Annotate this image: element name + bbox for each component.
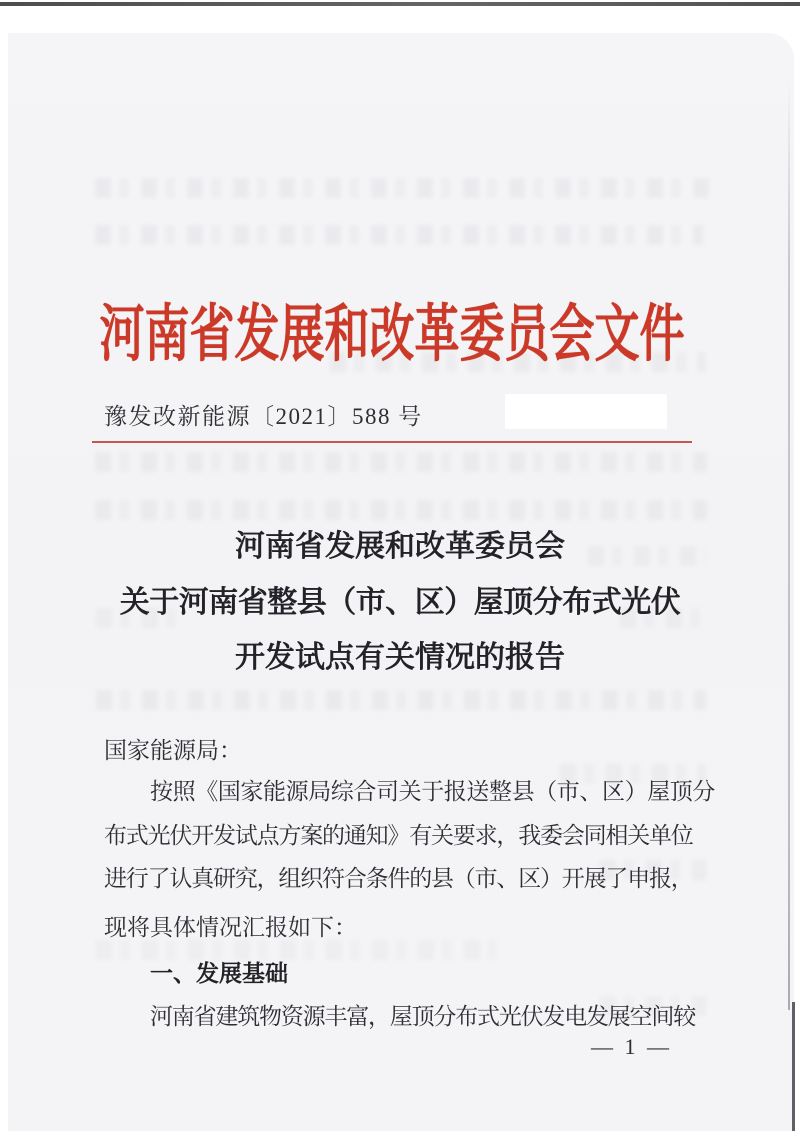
body-text-line: 河南省建筑物资源丰富，屋顶分布式光伏发电发展空间较 xyxy=(150,1004,696,1029)
document-title-line: 河南省发展和改革委员会 xyxy=(235,530,565,563)
letterhead-banner-title: 河南省发展和改革委员会文件 xyxy=(99,299,685,369)
body-text-line: 按照《国家能源局综合司关于报送整县（市、区）屋顶分 xyxy=(150,779,716,804)
redaction-box xyxy=(505,394,667,429)
body-text-line: 现将具体情况汇报如下： xyxy=(104,915,357,940)
red-divider-line xyxy=(92,441,692,443)
body-text-line: 布式光伏开发试点方案的通知》有关要求，我委会同相关单位 xyxy=(104,823,693,848)
page-number: — 1 — xyxy=(591,1034,672,1059)
document-title-line: 关于河南省整县（市、区）屋顶分布式光伏 xyxy=(119,586,681,619)
salutation-line: 国家能源局： xyxy=(104,738,242,763)
body-text-line: 进行了认真研究，组织符合条件的县（市、区）开展了申报， xyxy=(104,866,693,891)
section-heading: 一、发展基础 xyxy=(150,960,288,986)
scan-top-edge-line xyxy=(0,2,800,6)
document-title-line: 开发试点有关情况的报告 xyxy=(235,641,565,674)
document-number: 豫发改新能源〔2021〕588 号 xyxy=(104,404,423,429)
paper-right-edge-shadow xyxy=(792,1002,795,1131)
